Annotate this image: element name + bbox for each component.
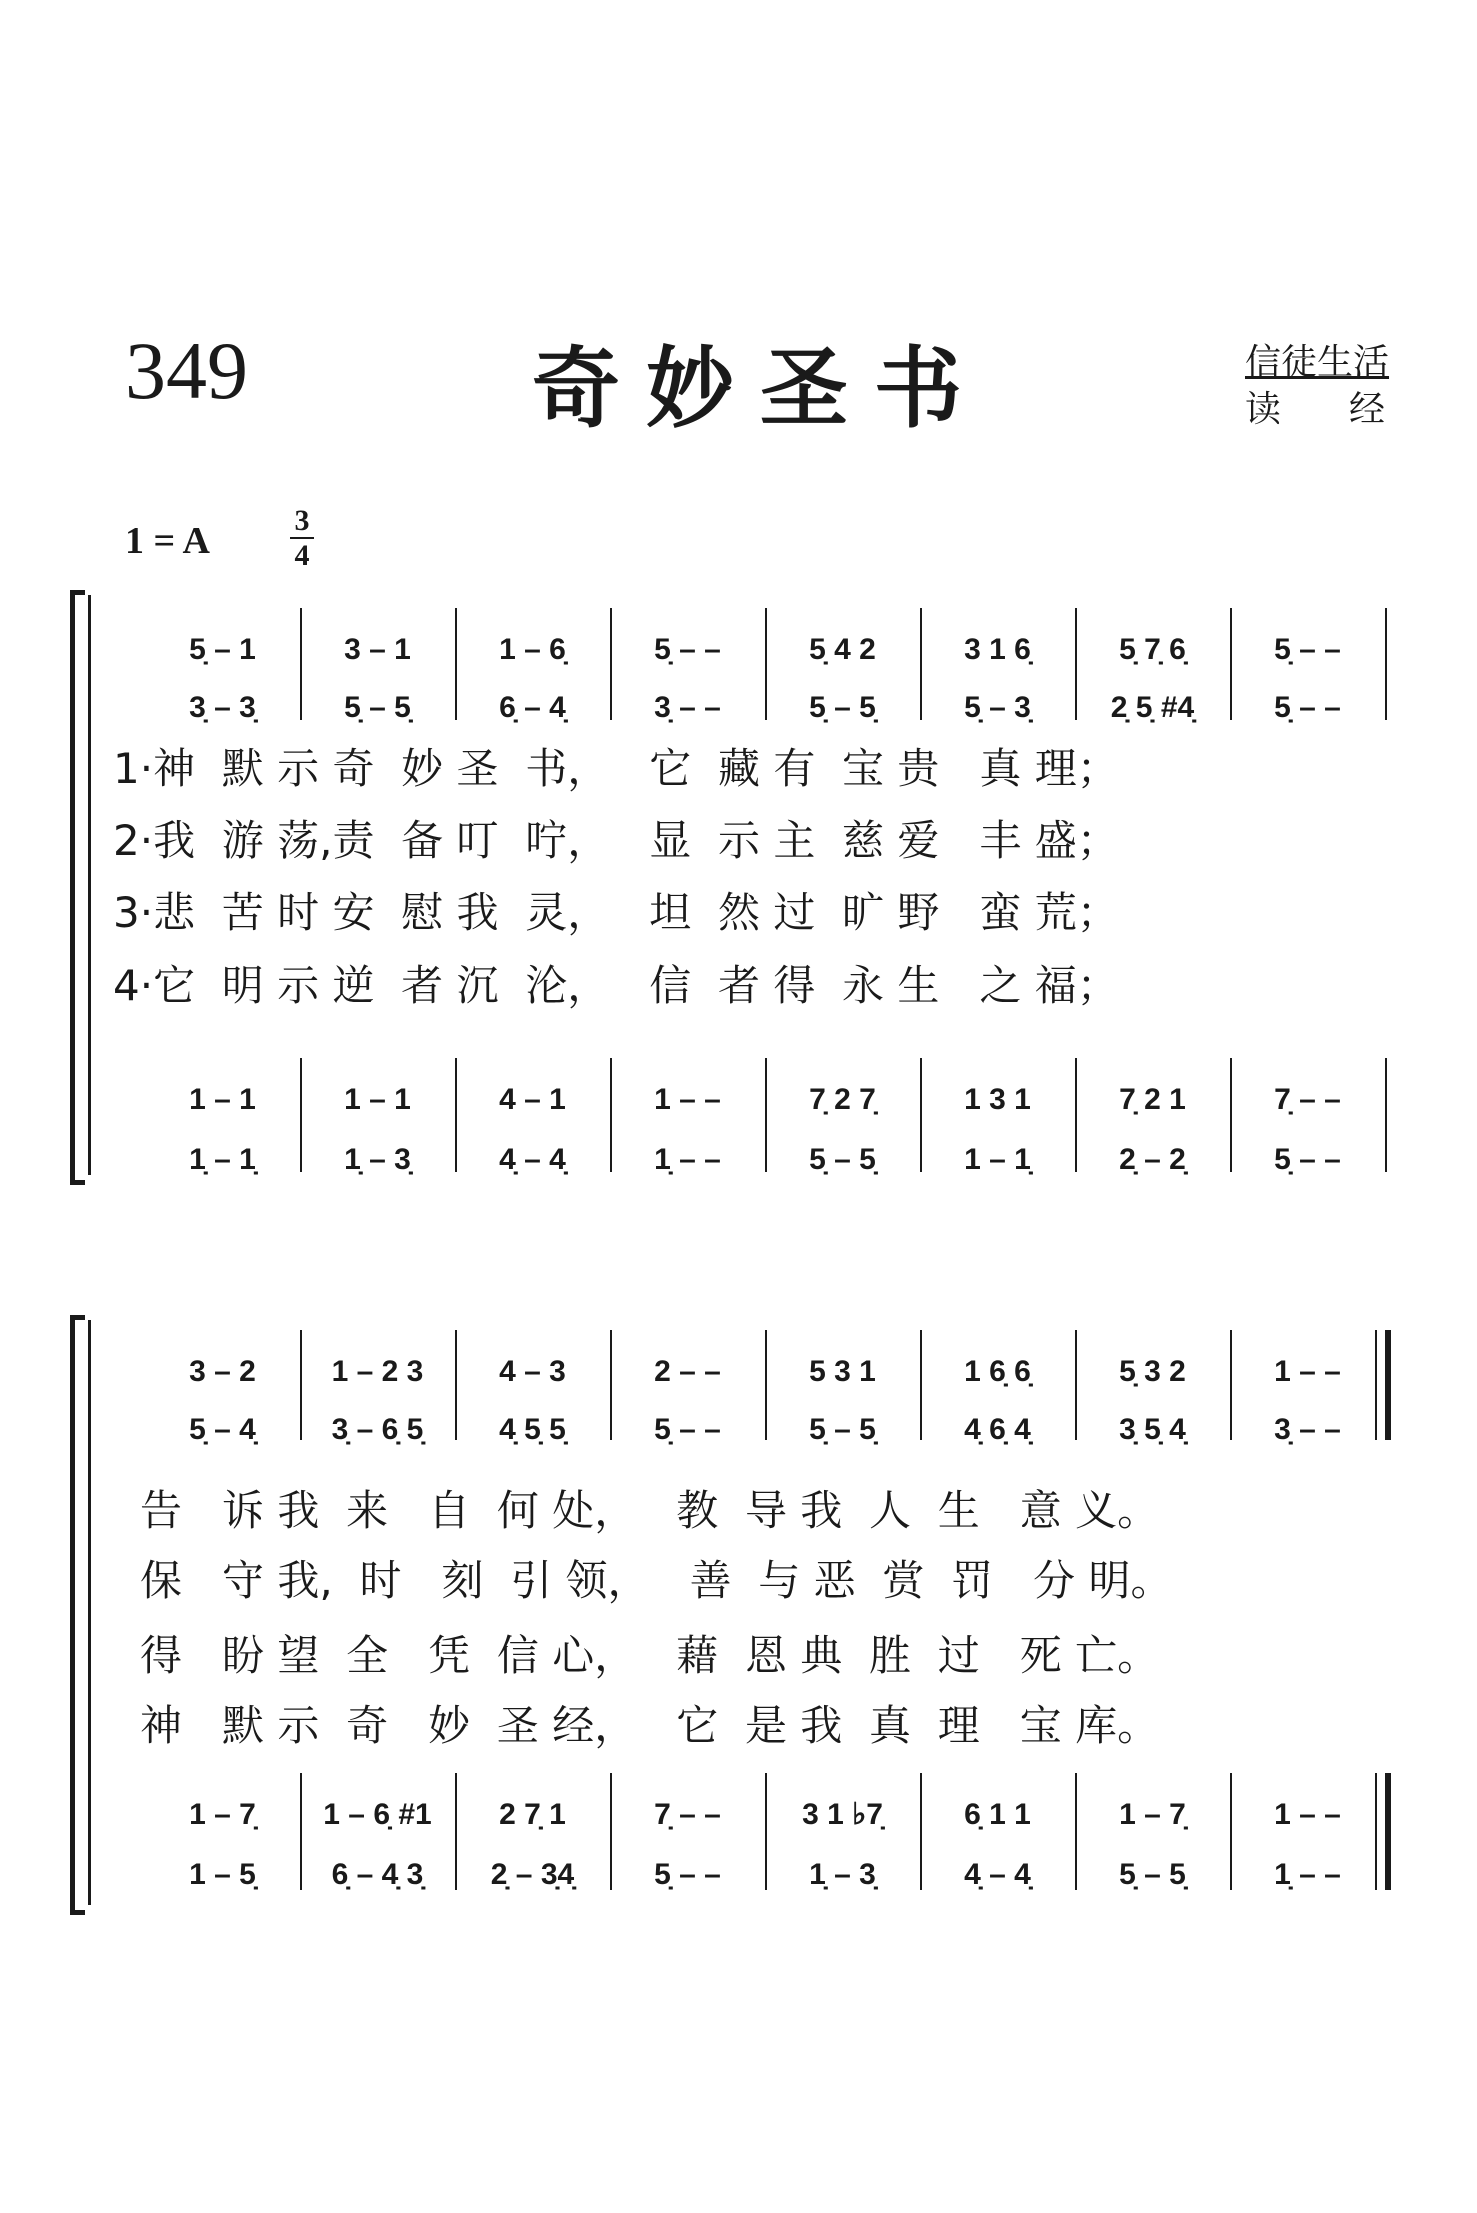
bass-measure-5: 1̣ – 3̣ [809, 1858, 876, 1891]
alto-measure-7: 2̣ 5̣ #4̣ [1110, 691, 1195, 724]
barline [1385, 608, 1387, 720]
barline [1230, 608, 1232, 720]
soprano-measure-2: 3 – 1 [344, 633, 411, 666]
bass-measure-5: 5̣ – 5̣ [809, 1143, 876, 1176]
barline [300, 1330, 302, 1440]
key-signature: 1 = A [125, 520, 210, 562]
barline [1230, 1058, 1232, 1172]
lyric-verse-1: 告 诉 我 来 自 何 处， 教 导 我 人 生 意 义。 [140, 1486, 1160, 1535]
barline [455, 1330, 457, 1440]
time-signature-denominator: 4 [294, 539, 310, 572]
alto-measure-7: 3̣ 5̣ 4̣ [1119, 1413, 1186, 1446]
barline [1385, 1330, 1391, 1440]
tenor-measure-1: 1 – 7̣ [189, 1798, 256, 1831]
barline [1230, 1773, 1232, 1890]
tenor-measure-8: 1 – – [1274, 1798, 1341, 1831]
bass-measure-3: 4̣ – 4̣ [499, 1143, 566, 1176]
bass-measure-6: 1 – 1̣ [964, 1143, 1031, 1176]
soprano-measure-6: 3 1 6̣ [964, 633, 1031, 666]
soprano-measure-6: 1 6̣ 6̣ [964, 1355, 1031, 1388]
system-bracket [70, 1315, 85, 1915]
barline [1075, 1330, 1077, 1440]
time-signature [290, 506, 314, 571]
alto-measure-8: 5̣ – – [1274, 691, 1341, 724]
tenor-measure-3: 2 7̣ 1 [499, 1798, 566, 1831]
barline [920, 1330, 922, 1440]
subcategory-label [1245, 389, 1385, 430]
bass-measure-2: 6̣ – 4̣ 3̣ [331, 1858, 424, 1891]
barline [455, 1773, 457, 1890]
tenor-measure-8: 7̣ – – [1274, 1083, 1341, 1116]
soprano-measure-8: 1 – – [1274, 1355, 1341, 1388]
system-bracket [70, 590, 85, 1185]
barline [765, 608, 767, 720]
alto-measure-6: 5̣ – 3̣ [964, 691, 1031, 724]
bass-measure-6: 4̣ – 4̣ [964, 1858, 1031, 1891]
lyric-verse-3: 得 盼 望 全 凭 信 心， 藉 恩 典 胜 过 死 亡。 [140, 1631, 1160, 1680]
alto-measure-4: 5̣ – – [654, 1413, 721, 1446]
lyric-verse-1: 1·神 默 示 奇 妙 圣 书， 它 藏 有 宝 贵 真 理； [113, 744, 1119, 793]
soprano-measure-3: 4 – 3 [499, 1355, 566, 1388]
bass-measure-7: 2̣ – 2̣ [1119, 1143, 1186, 1176]
barline [300, 608, 302, 720]
alto-measure-1: 5̣ – 4̣ [189, 1413, 256, 1446]
barline [300, 1058, 302, 1172]
alto-measure-3: 4̣ 5̣ 5̣ [499, 1413, 566, 1446]
barline [1075, 1058, 1077, 1172]
alto-measure-2: 3̣ – 6̣ 5̣ [331, 1413, 424, 1446]
lyric-verse-4: 神 默 示 奇 妙 圣 经， 它 是 我 真 理 宝 库。 [140, 1701, 1160, 1750]
lyric-verse-3: 3·悲 苦 时 安 慰 我 灵， 坦 然 过 旷 野 蛮 荒； [113, 888, 1119, 937]
lyric-verse-4: 4·它 明 示 逆 者 沉 沦， 信 者 得 永 生 之 福； [113, 961, 1119, 1010]
alto-measure-2: 5̣ – 5̣ [344, 691, 411, 724]
subcategory-char-2: 经 [1348, 389, 1385, 430]
bass-measure-8: 5̣ – – [1274, 1143, 1341, 1176]
tenor-measure-3: 4 – 1 [499, 1083, 566, 1116]
category-label: 信徒生活 [1245, 342, 1390, 383]
time-signature-numerator: 3 [290, 506, 314, 539]
barline [300, 1773, 302, 1890]
bass-measure-4: 1̣ – – [654, 1143, 721, 1176]
barline [1230, 1330, 1232, 1440]
hymn-number: 349 [125, 325, 248, 416]
soprano-measure-5: 5̣ 4 2 [809, 633, 876, 666]
system-bracket-inner [88, 1320, 91, 1905]
barline [610, 1058, 612, 1172]
barline [765, 1773, 767, 1890]
lyric-verse-2: 2·我 游 荡,责 备 叮 咛， 显 示 主 慈 爱 丰 盛； [113, 816, 1119, 865]
alto-measure-1: 3̣ – 3̣ [189, 691, 256, 724]
barline [920, 1058, 922, 1172]
bass-measure-7: 5̣ – 5̣ [1119, 1858, 1186, 1891]
bass-measure-4: 5̣ – – [654, 1858, 721, 1891]
system-bracket-inner [88, 595, 91, 1175]
alto-measure-5: 5̣ – 5̣ [809, 691, 876, 724]
tenor-measure-2: 1 – 1 [344, 1083, 411, 1116]
barline [610, 608, 612, 720]
alto-measure-3: 6̣ – 4̣ [499, 691, 566, 724]
hymn-title: 奇妙圣书 [531, 337, 988, 440]
soprano-measure-4: 2 – – [654, 1355, 721, 1388]
soprano-measure-4: 5̣ – – [654, 633, 721, 666]
barline [610, 1330, 612, 1440]
soprano-measure-1: 3 – 2 [189, 1355, 256, 1388]
alto-measure-5: 5̣ – 5̣ [809, 1413, 876, 1446]
barline [455, 608, 457, 720]
barline [765, 1330, 767, 1440]
barline [610, 1773, 612, 1890]
alto-measure-6: 4̣ 6̣ 4̣ [964, 1413, 1031, 1446]
tenor-measure-4: 1 – – [654, 1083, 721, 1116]
tenor-measure-7: 7̣ 2 1 [1119, 1083, 1186, 1116]
tenor-measure-6: 6̣ 1 1 [964, 1798, 1031, 1831]
tenor-measure-5: 3 1 ♭7̣ [802, 1798, 883, 1831]
soprano-measure-8: 5̣ – – [1274, 633, 1341, 666]
alto-measure-4: 3̣ – – [654, 691, 721, 724]
soprano-measure-1: 5̣ – 1 [189, 633, 256, 666]
tenor-measure-1: 1 – 1 [189, 1083, 256, 1116]
barline [1385, 1773, 1391, 1890]
bass-measure-2: 1̣ – 3̣ [344, 1143, 411, 1176]
barline [1385, 1058, 1387, 1172]
bass-measure-1: 1̣ – 1̣ [189, 1143, 256, 1176]
bass-measure-8: 1̣ – – [1274, 1858, 1341, 1891]
barline [1075, 1773, 1077, 1890]
barline [765, 1058, 767, 1172]
tenor-measure-5: 7̣ 2 7̣ [809, 1083, 876, 1116]
bass-measure-3: 2̣ – 3̣4̣ [490, 1858, 575, 1891]
barline [1075, 608, 1077, 720]
soprano-measure-5: 5 3 1 [809, 1355, 876, 1388]
soprano-measure-3: 1 – 6̣ [499, 633, 566, 666]
soprano-measure-7: 5̣ 7̣ 6̣ [1119, 633, 1186, 666]
barline [455, 1058, 457, 1172]
tenor-measure-4: 7̣ – – [654, 1798, 721, 1831]
barline [920, 608, 922, 720]
tenor-measure-6: 1 3 1 [964, 1083, 1031, 1116]
alto-measure-8: 3̣ – – [1274, 1413, 1341, 1446]
soprano-measure-7: 5̣ 3 2 [1119, 1355, 1186, 1388]
subcategory-char-1: 读 [1245, 389, 1282, 430]
barline [920, 1773, 922, 1890]
lyric-verse-2: 保 守 我, 时 刻 引 领， 善 与 恶 赏 罚 分 明。 [140, 1556, 1173, 1605]
soprano-measure-2: 1 – 2 3 [331, 1355, 424, 1388]
tenor-measure-7: 1 – 7̣ [1119, 1798, 1186, 1831]
bass-measure-1: 1 – 5̣ [189, 1858, 256, 1891]
tenor-measure-2: 1 – 6̣ #1 [323, 1798, 432, 1831]
